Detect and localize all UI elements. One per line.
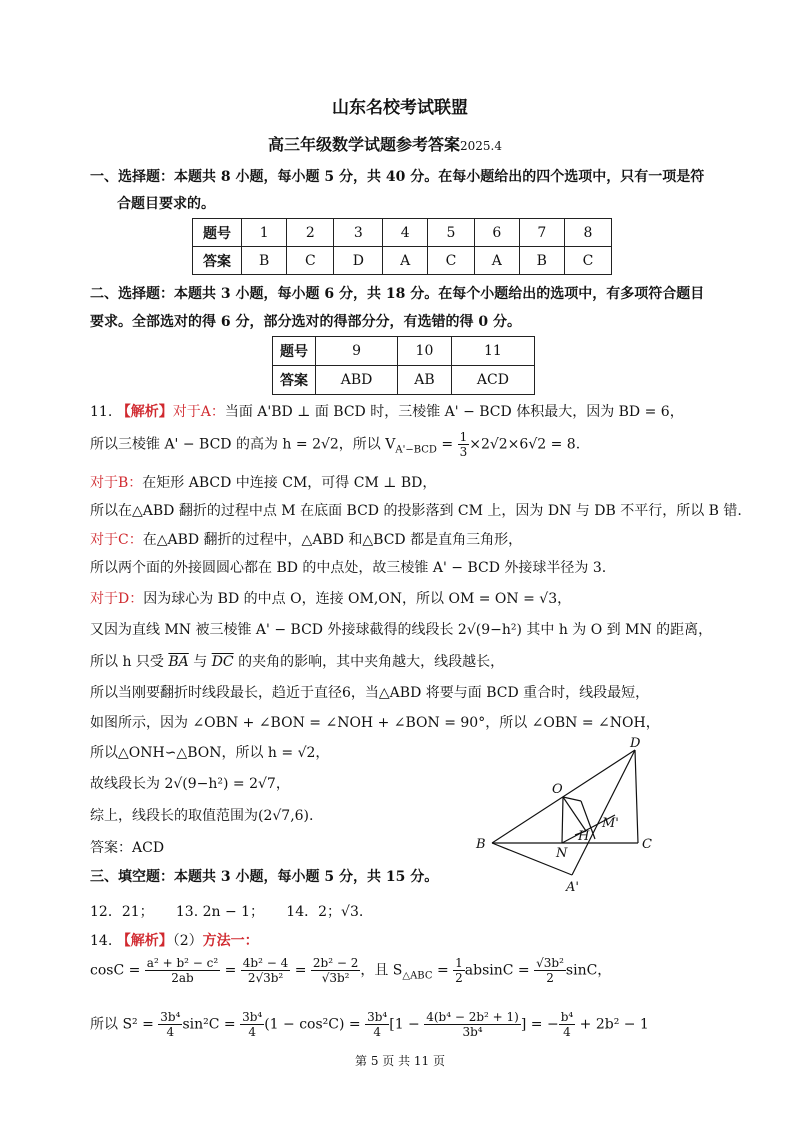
q11-answer: 答案：ACD bbox=[90, 840, 165, 856]
fraction-denominator: 2ab bbox=[171, 971, 194, 985]
section1-answer-table bbox=[192, 218, 612, 275]
section1-intro-line2: 合题目要求的。 bbox=[117, 196, 215, 212]
q11-line9-a: 所以 h 只受 bbox=[90, 654, 169, 670]
label-a: A' bbox=[566, 880, 579, 895]
q11-line7 bbox=[90, 588, 571, 608]
q11-line13: 故线段长为 2√(9−h²) = 2√7， bbox=[90, 776, 290, 792]
line-om bbox=[563, 797, 586, 831]
fraction-numerator: 1 bbox=[459, 430, 468, 444]
fraction bbox=[240, 1010, 264, 1039]
table-cell: 题号 bbox=[193, 219, 242, 247]
fraction bbox=[424, 1010, 521, 1039]
doc-title-text: 高三年级数学试题参考答案 bbox=[268, 135, 461, 154]
fraction-denominator: 2 bbox=[455, 971, 463, 985]
q11-a-text: 当面 A'BD ⊥ 面 BCD 时，三棱锥 A' − BCD 体积最大，因为 BD = 6， bbox=[224, 404, 684, 420]
table-row bbox=[193, 219, 612, 247]
table-cell: 答案 bbox=[193, 247, 242, 275]
q11-line6: 所以两个面的外接圆圆心都在 BD 的中点处，故三棱锥 A' − BCD 外接球半径为 3. bbox=[90, 560, 607, 576]
s2-term1: sin²C = bbox=[182, 1016, 241, 1033]
table-cell: B bbox=[242, 247, 287, 275]
q11-line4: 所以在△ABD 翻折的过程中点 M 在底面 BCD 的投影落到 CM 上，因为 DN 与 DB 不平行，所以 B 错. bbox=[90, 503, 742, 519]
q14-cos-line: cosC = $\frac{\text{a² + b² − c²}}{2ab}$ = $\frac{\text{4b² − 4}}{\text{2√3b²}}$ = $\frac{\text{2b² − 2}}{\text{√3b²}}$ ，且 $S_{\triangle ABC}$ = $\frac{1}{2}$ absinC = $\frac{\text{√3b²}}{2}$ sinC， bbox=[90, 956, 612, 985]
fraction-denominator: √3b² bbox=[321, 971, 350, 985]
table-cell: ACD bbox=[451, 366, 534, 395]
section2-intro-line1: 二、选择题：本题共 3 小题，每小题 6 分，共 18 分。在每个小题给出的选项中，有多项符合题目 bbox=[90, 286, 705, 302]
label-n: N bbox=[556, 846, 568, 861]
absinc-text: absinC = bbox=[464, 962, 535, 979]
q11-line9-b: 的夹角的影响，其中夹角越大，线段越长， bbox=[233, 654, 505, 670]
table-cell: A bbox=[383, 247, 428, 275]
q14-part: （2） bbox=[172, 933, 203, 949]
fraction bbox=[311, 956, 360, 985]
fraction-numerator: 3b⁴ bbox=[160, 1010, 181, 1024]
fraction bbox=[158, 1010, 182, 1039]
section2-intro-line2: 要求。全部选对的得 6 分，部分选对的得部分分，有选错的得 0 分。 bbox=[90, 314, 521, 330]
doc-title bbox=[268, 132, 502, 155]
q11-line3 bbox=[90, 472, 436, 492]
table-cell: AB bbox=[398, 366, 452, 395]
fraction-denominator: 4 bbox=[373, 1025, 381, 1039]
table-cell: C bbox=[287, 247, 334, 275]
table-cell: 8 bbox=[564, 219, 611, 247]
table-cell: 1 bbox=[242, 219, 287, 247]
table-cell: 答案 bbox=[273, 366, 316, 395]
s2-term3: [1 − bbox=[389, 1016, 425, 1033]
q11-number: 11. bbox=[90, 404, 113, 420]
q11-line10: 所以当刚要翻折时线段最长，趋近于直径6，当△ABD 将要与面 BCD 重合时，线段最短， bbox=[90, 685, 650, 701]
label-d: D bbox=[630, 736, 641, 751]
fraction-denominator: 4 bbox=[563, 1025, 571, 1039]
fraction-numerator: √3b² bbox=[536, 956, 564, 970]
section3-intro: 三、填空题：本题共 3 小题，每小题 5 分，共 15 分。 bbox=[90, 869, 439, 885]
q11-line9 bbox=[90, 651, 504, 671]
q11-d-label: 对于D： bbox=[90, 591, 144, 607]
q14-method: 方法一： bbox=[202, 933, 259, 949]
table-cell: B bbox=[519, 247, 564, 275]
q11-line5 bbox=[90, 529, 522, 549]
table-cell: ABD bbox=[316, 366, 398, 395]
table-cell: 4 bbox=[383, 219, 428, 247]
table-cell: 2 bbox=[287, 219, 334, 247]
fraction bbox=[453, 956, 465, 985]
fraction-numerator: a² + b² − c² bbox=[146, 956, 219, 970]
table-cell: D bbox=[334, 247, 383, 275]
table-row bbox=[193, 247, 612, 275]
q11-line8: 又因为直线 MN 被三棱锥 A' − BCD 外接球截得的线段长 2√(9−h²) 其中 h 为 O 到 MN 的距离， bbox=[90, 622, 713, 638]
line-ad bbox=[572, 750, 635, 875]
table-cell: 题号 bbox=[273, 337, 316, 366]
table-row bbox=[273, 366, 535, 395]
sinc-text: sinC， bbox=[565, 962, 612, 979]
table-cell: A bbox=[475, 247, 520, 275]
q11-c-label: 对于C： bbox=[90, 532, 143, 548]
label-b: B bbox=[476, 837, 486, 852]
q14-s-squared-line bbox=[90, 1010, 649, 1039]
q11-b-label: 对于B： bbox=[90, 475, 143, 491]
s2-lhs: 所以 S² = bbox=[90, 1016, 159, 1033]
q11-line12: 所以△ONH∽△BON，所以 h = √2， bbox=[90, 745, 330, 761]
q11-line11: 如图所示，因为 ∠OBN + ∠BON = ∠NOH + ∠BON = 90°，所以 ∠OBN = ∠NOH， bbox=[90, 715, 660, 731]
label-h: H bbox=[578, 829, 590, 844]
table-cell: 10 bbox=[398, 337, 452, 366]
fraction-denominator: 2√3b² bbox=[247, 971, 284, 985]
q11-line2-a: 所以三棱锥 A' − BCD 的高为 h = 2√2，所以 V bbox=[90, 436, 396, 453]
q11-line2 bbox=[90, 430, 580, 459]
q11-volume-subscript: A'−BCD bbox=[395, 444, 437, 456]
table-cell: 5 bbox=[428, 219, 475, 247]
table-row bbox=[273, 337, 535, 366]
q11-a-label: 对于A： bbox=[172, 404, 225, 420]
vector-ba: $\overline{BA}$ bbox=[168, 654, 189, 670]
q11-line9-mid: 与 bbox=[188, 654, 212, 670]
doc-date: 2025.4 bbox=[460, 139, 503, 153]
table-cell: C bbox=[564, 247, 611, 275]
org-title: 山东名校考试联盟 bbox=[332, 98, 468, 118]
geometry-figure bbox=[470, 735, 670, 895]
q11-line14: 综上，线段长的取值范围为(2√7,6). bbox=[90, 808, 314, 824]
fraction-denominator: 3 bbox=[459, 445, 468, 459]
fraction bbox=[559, 1010, 576, 1039]
fraction-numerator: 3b⁴ bbox=[242, 1010, 263, 1024]
fraction bbox=[145, 956, 220, 985]
q11-d-text: 因为球心为 BD 的中点 O，连接 OM,ON，所以 OM = ON = √3， bbox=[143, 591, 572, 607]
section1-intro-line1: 一、选择题：本题共 8 小题，每小题 5 分，共 40 分。在每小题给出的四个选项中，只有一项是符 bbox=[90, 169, 705, 185]
fraction-numerator: 4b² − 4 bbox=[242, 956, 289, 970]
table-cell: 6 bbox=[475, 219, 520, 247]
fraction-denominator: 4 bbox=[166, 1025, 175, 1039]
q11-fraction bbox=[458, 430, 470, 459]
label-m: M' bbox=[602, 816, 619, 831]
fraction-numerator: 3b⁴ bbox=[367, 1010, 388, 1024]
table-cell: C bbox=[428, 247, 475, 275]
fraction bbox=[365, 1010, 389, 1039]
q11-c-text: 在△ABD 翻折的过程中，△ABD 和△BCD 都是直角三角形， bbox=[142, 532, 523, 548]
fraction-denominator: 4 bbox=[248, 1025, 256, 1039]
fraction bbox=[534, 956, 566, 985]
area-subscript: △ABC bbox=[402, 970, 433, 982]
q11-line2-eq: = bbox=[436, 436, 458, 453]
table-cell: 7 bbox=[519, 219, 564, 247]
page-footer: 第 5 页 共 11 页 bbox=[355, 1054, 445, 1068]
q11-b-text: 在矩形 ABCD 中连接 CM，可得 CM ⊥ BD， bbox=[142, 475, 437, 491]
q14-heading bbox=[90, 930, 259, 950]
vector-dc: $\overline{DC}$ bbox=[211, 654, 234, 670]
fraction-numerator: 4(b⁴ − 2b² + 1) bbox=[426, 1010, 519, 1024]
s2-term2: (1 − cos²C) = bbox=[264, 1016, 366, 1033]
label-o: O bbox=[552, 782, 563, 797]
table-cell: 9 bbox=[316, 337, 398, 366]
section3-answers: 12．21； 13. 2n − 1； 14．2；√3. bbox=[90, 904, 364, 920]
table-cell: 3 bbox=[334, 219, 383, 247]
q11-line1 bbox=[90, 401, 684, 421]
line-on bbox=[562, 797, 563, 843]
fraction bbox=[241, 956, 290, 985]
fraction-numerator: 2b² − 2 bbox=[312, 956, 359, 970]
q14-tag: 【解析】 bbox=[116, 933, 173, 949]
s2-term5: + 2b² − 1 bbox=[575, 1016, 649, 1033]
fraction-denominator: 2 bbox=[546, 971, 554, 985]
area-intro: ，且 S bbox=[360, 962, 403, 979]
q11-line2-b: ×2√2×6√2 = 8. bbox=[469, 436, 581, 453]
fraction-denominator: 3b⁴ bbox=[462, 1025, 483, 1039]
table-cell: 11 bbox=[451, 337, 534, 366]
cos-lhs: cosC = bbox=[90, 962, 145, 979]
line-dc bbox=[635, 750, 638, 843]
label-c: C bbox=[642, 837, 652, 852]
s2-term4: ] = − bbox=[520, 1016, 559, 1033]
fraction-numerator: b⁴ bbox=[560, 1010, 574, 1024]
fraction-numerator: 1 bbox=[455, 956, 463, 970]
q11-tag: 【解析】 bbox=[116, 404, 173, 420]
q14-number: 14. bbox=[90, 933, 113, 949]
section2-answer-table bbox=[272, 336, 535, 395]
